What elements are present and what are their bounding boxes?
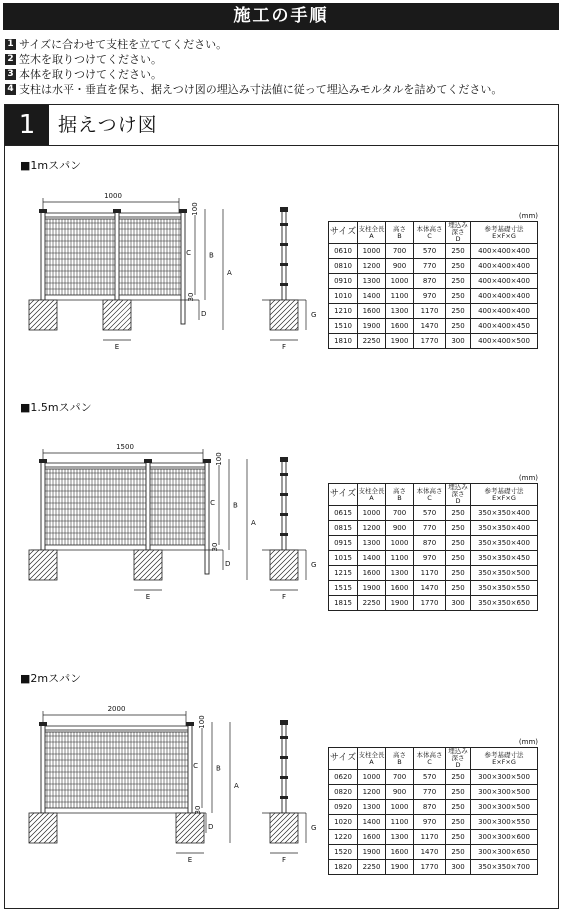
table-cell: 1770: [414, 860, 446, 875]
spec-table: [328, 483, 538, 611]
table-cell: 1100: [386, 289, 414, 304]
section-number: 1: [5, 105, 49, 145]
table-cell: 700: [386, 770, 414, 785]
col-foundation: 参考基礎寸法 E×F×G: [471, 222, 538, 244]
span-label-1m: ■1mスパン: [20, 159, 82, 172]
table-cell: 350×350×650: [471, 596, 538, 611]
post-cap: [186, 722, 194, 726]
f-label: F: [281, 343, 287, 351]
col-height: 高さ B: [386, 222, 414, 244]
table-row: [329, 581, 538, 596]
table-cell: 300×300×650: [471, 845, 538, 860]
post-cap: [39, 209, 47, 213]
table-row: [329, 521, 538, 536]
table-cell: 1000: [386, 274, 414, 289]
post: [205, 461, 209, 574]
post: [181, 211, 185, 324]
table-cell: 250: [446, 566, 471, 581]
table-row: [329, 551, 538, 566]
table-cell: 770: [414, 259, 446, 274]
table-cell: 1900: [386, 334, 414, 349]
table-cell: 250: [446, 581, 471, 596]
mesh-panel: [45, 732, 188, 808]
table-cell: 400×400×400: [471, 259, 538, 274]
g-label: G: [311, 311, 317, 319]
step-number: 4: [5, 84, 16, 95]
table-cell: 300×300×500: [471, 785, 538, 800]
step-number: 1: [5, 39, 16, 50]
step-text: 本体を取りつけてください。: [19, 68, 162, 81]
post-cap: [179, 209, 187, 213]
table-cell: 400×400×400: [471, 244, 538, 259]
step-1: [5, 37, 560, 52]
col-size: サイズ: [329, 222, 358, 244]
table-cell: 570: [414, 244, 446, 259]
table-cell: 1300: [386, 830, 414, 845]
table-cell: 250: [446, 815, 471, 830]
table-cell: 1900: [358, 581, 386, 596]
col-body-height: 本体高さ C: [414, 484, 446, 506]
table-cell: 1000: [358, 244, 386, 259]
col-post-length: 支柱全長 A: [358, 484, 386, 506]
table-cell: 1520: [329, 845, 358, 860]
table-cell: 2250: [358, 334, 386, 349]
table-row: [329, 304, 538, 319]
table-cell: 300×300×500: [471, 800, 538, 815]
table-cell: 1820: [329, 860, 358, 875]
table-cell: 300×300×600: [471, 830, 538, 845]
f-label: F: [281, 856, 287, 864]
b-label: B: [233, 501, 238, 510]
col-size: サイズ: [329, 748, 358, 770]
table-cell: 300: [446, 334, 471, 349]
table-cell: 1470: [414, 319, 446, 334]
table-cell: 1770: [414, 334, 446, 349]
span-label-1-5m: ■1.5mスパン: [20, 401, 92, 414]
col-height: 高さ B: [386, 484, 414, 506]
table-cell: 970: [414, 551, 446, 566]
table-cell: 1210: [329, 304, 358, 319]
unit-label: (mm): [518, 212, 538, 220]
table-row: [329, 319, 538, 334]
d-label: D: [208, 823, 214, 831]
side-bracket: [280, 736, 288, 739]
table-cell: 700: [386, 506, 414, 521]
a-label: A: [234, 782, 239, 790]
table-cell: 250: [446, 521, 471, 536]
table-cell: 1900: [358, 319, 386, 334]
table-cell: 250: [446, 785, 471, 800]
table-cell: 300×300×550: [471, 815, 538, 830]
spec-table-1-5m: [328, 474, 538, 611]
b-label: B: [209, 251, 214, 260]
table-cell: 250: [446, 845, 471, 860]
c-label: C: [193, 762, 198, 770]
table-cell: 1100: [386, 815, 414, 830]
table-cell: 0815: [329, 521, 358, 536]
table-cell: 1200: [358, 521, 386, 536]
table-cell: 250: [446, 244, 471, 259]
side-post-cap: [280, 207, 288, 212]
spec-table-1m: [328, 212, 538, 349]
table-cell: 300: [446, 860, 471, 875]
unit-label: (mm): [518, 474, 538, 482]
table-cell: 1200: [358, 259, 386, 274]
step-2: [5, 52, 560, 67]
table-cell: 1470: [414, 845, 446, 860]
table-cell: 350×350×450: [471, 551, 538, 566]
col-post-length: 支柱全長 A: [358, 748, 386, 770]
page-title: 施工の手順: [3, 3, 559, 30]
col-embed: 埋込み深さ D: [446, 222, 471, 244]
table-cell: 400×400×400: [471, 289, 538, 304]
table-row: [329, 566, 538, 581]
b-label: B: [216, 764, 221, 773]
c-label: C: [210, 499, 215, 507]
table-cell: 250: [446, 800, 471, 815]
c-label: C: [186, 249, 191, 257]
table-cell: 870: [414, 274, 446, 289]
a-label: A: [227, 269, 232, 277]
step-number: 3: [5, 69, 16, 80]
table-cell: 1300: [386, 566, 414, 581]
side-bracket: [280, 283, 288, 286]
procedure-steps: [5, 37, 560, 97]
table-cell: 400×400×400: [471, 274, 538, 289]
table-cell: 870: [414, 800, 446, 815]
table-cell: 300: [446, 596, 471, 611]
step-text: 支柱は水平・垂直を保ち、据えつけ図の埋込み寸法値に従って埋込みモルタルを詰めてください。: [19, 83, 503, 96]
table-cell: 1900: [358, 845, 386, 860]
e-label: E: [114, 343, 120, 351]
spec-table: [328, 747, 538, 875]
table-cell: 1470: [414, 581, 446, 596]
table-cell: 970: [414, 815, 446, 830]
table-cell: 350×350×400: [471, 536, 538, 551]
table-header-row: [329, 222, 538, 244]
table-cell: 900: [386, 521, 414, 536]
table-row: [329, 860, 538, 875]
side-bracket: [280, 263, 288, 266]
e-label: E: [145, 593, 151, 601]
side-post-cap: [280, 457, 288, 462]
table-cell: 1600: [386, 581, 414, 596]
spec-table: [328, 221, 538, 349]
table-row: [329, 830, 538, 845]
table-cell: 1900: [386, 596, 414, 611]
table-cell: 1400: [358, 551, 386, 566]
bottom-clearance-label: 30: [211, 542, 219, 552]
col-body-height: 本体高さ C: [414, 222, 446, 244]
table-cell: 1300: [358, 274, 386, 289]
table-cell: 0620: [329, 770, 358, 785]
step-3: [5, 67, 560, 82]
col-size: サイズ: [329, 484, 358, 506]
table-cell: 770: [414, 521, 446, 536]
top-rail: [43, 726, 190, 730]
table-row: [329, 274, 538, 289]
table-cell: 350×350×550: [471, 581, 538, 596]
table-cell: 1100: [386, 551, 414, 566]
span-width-label: 1500: [116, 443, 134, 451]
table-cell: 1600: [386, 845, 414, 860]
table-cell: 350×350×400: [471, 506, 538, 521]
col-body-height: 本体高さ C: [414, 748, 446, 770]
top-clearance-label: 100: [191, 202, 199, 216]
table-cell: 250: [446, 536, 471, 551]
top-rail: [43, 463, 207, 467]
table-cell: 250: [446, 304, 471, 319]
table-cell: 250: [446, 319, 471, 334]
table-cell: 1510: [329, 319, 358, 334]
table-cell: 1300: [358, 536, 386, 551]
table-cell: 250: [446, 289, 471, 304]
table-cell: 0615: [329, 506, 358, 521]
table-cell: 1215: [329, 566, 358, 581]
col-embed: 埋込み深さ D: [446, 748, 471, 770]
table-cell: 1600: [358, 304, 386, 319]
table-cell: 1000: [386, 536, 414, 551]
table-header-row: [329, 484, 538, 506]
span-width-label: 2000: [107, 705, 126, 713]
table-cell: 1770: [414, 596, 446, 611]
table-row: [329, 785, 538, 800]
col-foundation: 参考基礎寸法 E×F×G: [471, 748, 538, 770]
table-cell: 2250: [358, 596, 386, 611]
table-row: [329, 770, 538, 785]
table-cell: 1300: [386, 304, 414, 319]
step-text: 笠木を取りつけてください。: [19, 53, 162, 66]
table-cell: 1000: [386, 800, 414, 815]
table-row: [329, 289, 538, 304]
g-label: G: [311, 561, 317, 569]
table-cell: 250: [446, 259, 471, 274]
installation-section: [4, 104, 559, 909]
step-4: [5, 82, 560, 97]
table-row: [329, 244, 538, 259]
side-bracket: [280, 756, 288, 759]
e-label: E: [187, 856, 193, 864]
post-cap: [39, 722, 47, 726]
table-cell: 0920: [329, 800, 358, 815]
table-cell: 1170: [414, 830, 446, 845]
table-cell: 0610: [329, 244, 358, 259]
table-cell: 1815: [329, 596, 358, 611]
d-label: D: [225, 560, 231, 568]
table-cell: 0910: [329, 274, 358, 289]
table-cell: 770: [414, 785, 446, 800]
table-cell: 0915: [329, 536, 358, 551]
table-cell: 1015: [329, 551, 358, 566]
span-width-label: 1000: [104, 192, 122, 200]
table-cell: 400×400×400: [471, 304, 538, 319]
col-foundation: 参考基礎寸法 E×F×G: [471, 484, 538, 506]
table-cell: 250: [446, 830, 471, 845]
table-cell: 700: [386, 244, 414, 259]
side-post-cap: [280, 720, 288, 725]
table-cell: 870: [414, 536, 446, 551]
table-cell: 900: [386, 785, 414, 800]
d-label: D: [201, 310, 207, 318]
table-cell: 1515: [329, 581, 358, 596]
side-bracket: [280, 493, 288, 496]
table-cell: 900: [386, 259, 414, 274]
post-cap: [203, 459, 211, 463]
side-bracket: [280, 223, 288, 226]
table-cell: 400×400×500: [471, 334, 538, 349]
section-title: 据えつけ図: [58, 114, 158, 136]
g-label: G: [311, 824, 317, 832]
table-row: [329, 845, 538, 860]
table-cell: 1020: [329, 815, 358, 830]
top-clearance-label: 100: [198, 715, 206, 729]
table-row: [329, 506, 538, 521]
side-bracket: [280, 243, 288, 246]
table-cell: 1300: [358, 800, 386, 815]
table-cell: 1170: [414, 304, 446, 319]
table-cell: 1600: [386, 319, 414, 334]
side-bracket: [280, 473, 288, 476]
side-bracket: [280, 533, 288, 536]
table-header-row: [329, 748, 538, 770]
table-cell: 2250: [358, 860, 386, 875]
table-cell: 0820: [329, 785, 358, 800]
table-cell: 570: [414, 770, 446, 785]
table-cell: 570: [414, 506, 446, 521]
post-cap: [113, 209, 121, 213]
step-text: サイズに合わせて支柱を立ててください。: [19, 38, 228, 51]
table-cell: 1000: [358, 506, 386, 521]
bottom-clearance-label: 30: [194, 805, 202, 815]
bottom-clearance-label: 30: [187, 292, 195, 302]
table-row: [329, 536, 538, 551]
a-label: A: [251, 519, 256, 527]
table-cell: 400×400×450: [471, 319, 538, 334]
table-cell: 350×350×500: [471, 566, 538, 581]
post-cap: [144, 459, 152, 463]
table-cell: 1010: [329, 289, 358, 304]
top-rail: [43, 213, 183, 217]
col-height: 高さ B: [386, 748, 414, 770]
top-clearance-label: 100: [215, 452, 223, 466]
table-cell: 1600: [358, 830, 386, 845]
col-embed: 埋込み深さ D: [446, 484, 471, 506]
table-cell: 1810: [329, 334, 358, 349]
table-cell: 250: [446, 770, 471, 785]
table-cell: 1170: [414, 566, 446, 581]
step-number: 2: [5, 54, 16, 65]
table-row: [329, 259, 538, 274]
table-cell: 300×300×500: [471, 770, 538, 785]
table-cell: 1200: [358, 785, 386, 800]
table-cell: 1600: [358, 566, 386, 581]
side-bracket: [280, 513, 288, 516]
table-cell: 250: [446, 274, 471, 289]
table-row: [329, 815, 538, 830]
table-cell: 350×350×400: [471, 521, 538, 536]
table-cell: 1400: [358, 815, 386, 830]
side-bracket: [280, 776, 288, 779]
table-cell: 250: [446, 506, 471, 521]
table-row: [329, 334, 538, 349]
f-label: F: [281, 593, 287, 601]
table-row: [329, 800, 538, 815]
table-cell: 250: [446, 551, 471, 566]
table-cell: 1000: [358, 770, 386, 785]
table-cell: 970: [414, 289, 446, 304]
post-cap: [39, 459, 47, 463]
spec-table-2m: [328, 738, 538, 875]
table-cell: 0810: [329, 259, 358, 274]
unit-label: (mm): [518, 738, 538, 746]
table-row: [329, 596, 538, 611]
table-cell: 1900: [386, 860, 414, 875]
table-cell: 1400: [358, 289, 386, 304]
table-cell: 350×350×700: [471, 860, 538, 875]
col-post-length: 支柱全長 A: [358, 222, 386, 244]
span-label-2m: ■2mスパン: [20, 672, 82, 685]
side-bracket: [280, 796, 288, 799]
table-cell: 1220: [329, 830, 358, 845]
